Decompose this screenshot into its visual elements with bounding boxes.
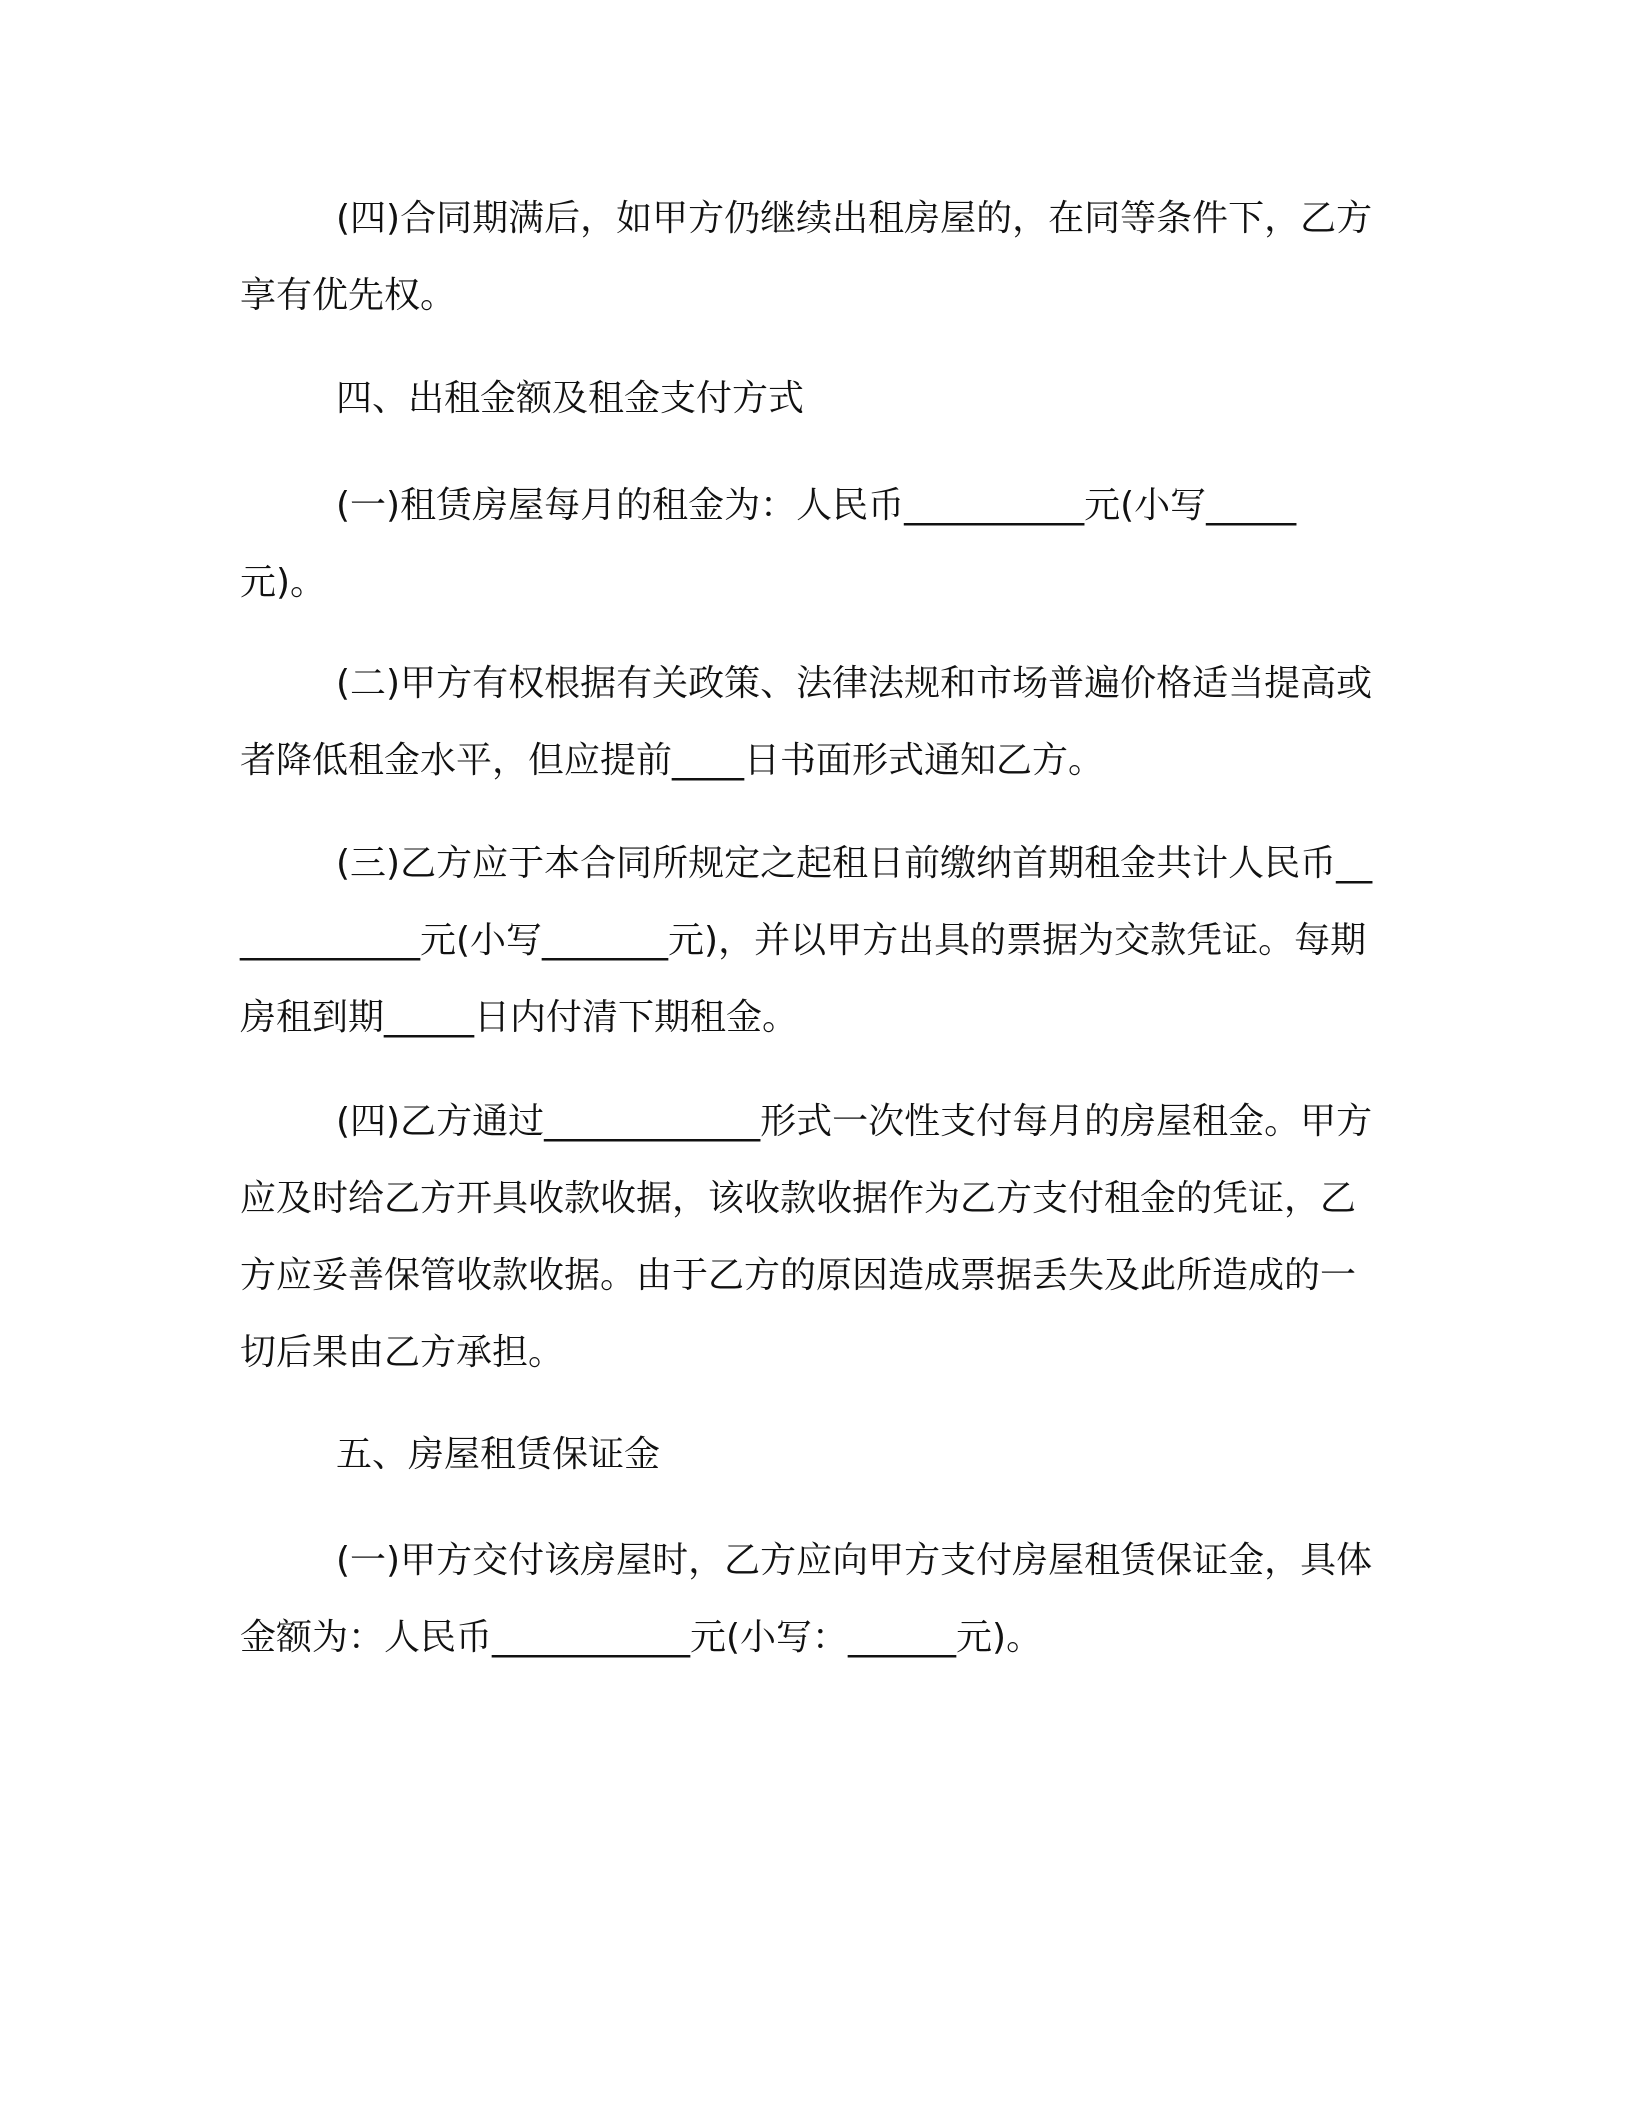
clause-5-1-deposit: (一)甲方交付该房屋时，乙方应向甲方支付房屋租赁保证金，具体金额为：人民币___________元(小写：______元)。 (240, 1540, 1373, 1658)
clause-4-2-rent-adjustment: (二)甲方有权根据有关政策、法律法规和市场普遍价格适当提高或者降低租金水平，但应提前____日书面形式通知乙方。 (240, 663, 1373, 781)
clause-4-4-renewal-priority: (四)合同期满后，如甲方仍继续出租房屋的，在同等条件下，乙方享有优先权。 (240, 198, 1373, 316)
section-4-heading: 四、出租金额及租金支付方式 (336, 378, 805, 419)
clause-4-3-first-payment: (三)乙方应于本合同所规定之起租日前缴纳首期租金共计人民币____________元(小写_______元)，并以甲方出具的票据为交款凭证。每期房租到期_____日内付清下期租金。 (240, 843, 1373, 1038)
clause-4-4-payment-method: (四)乙方通过____________形式一次性支付每月的房屋租金。甲方应及时给乙方开具收款收据，该收款收据作为乙方支付租金的凭证，乙方应妥善保管收款收据。由于乙方的原因造成票据丢失及此所造成的一切后果由乙方承担。 (240, 1101, 1373, 1373)
clause-4-1-monthly-rent: (一)租赁房屋每月的租金为：人民币__________元(小写_____元)。 (240, 485, 1297, 603)
section-5-heading: 五、房屋租赁保证金 (336, 1434, 661, 1475)
